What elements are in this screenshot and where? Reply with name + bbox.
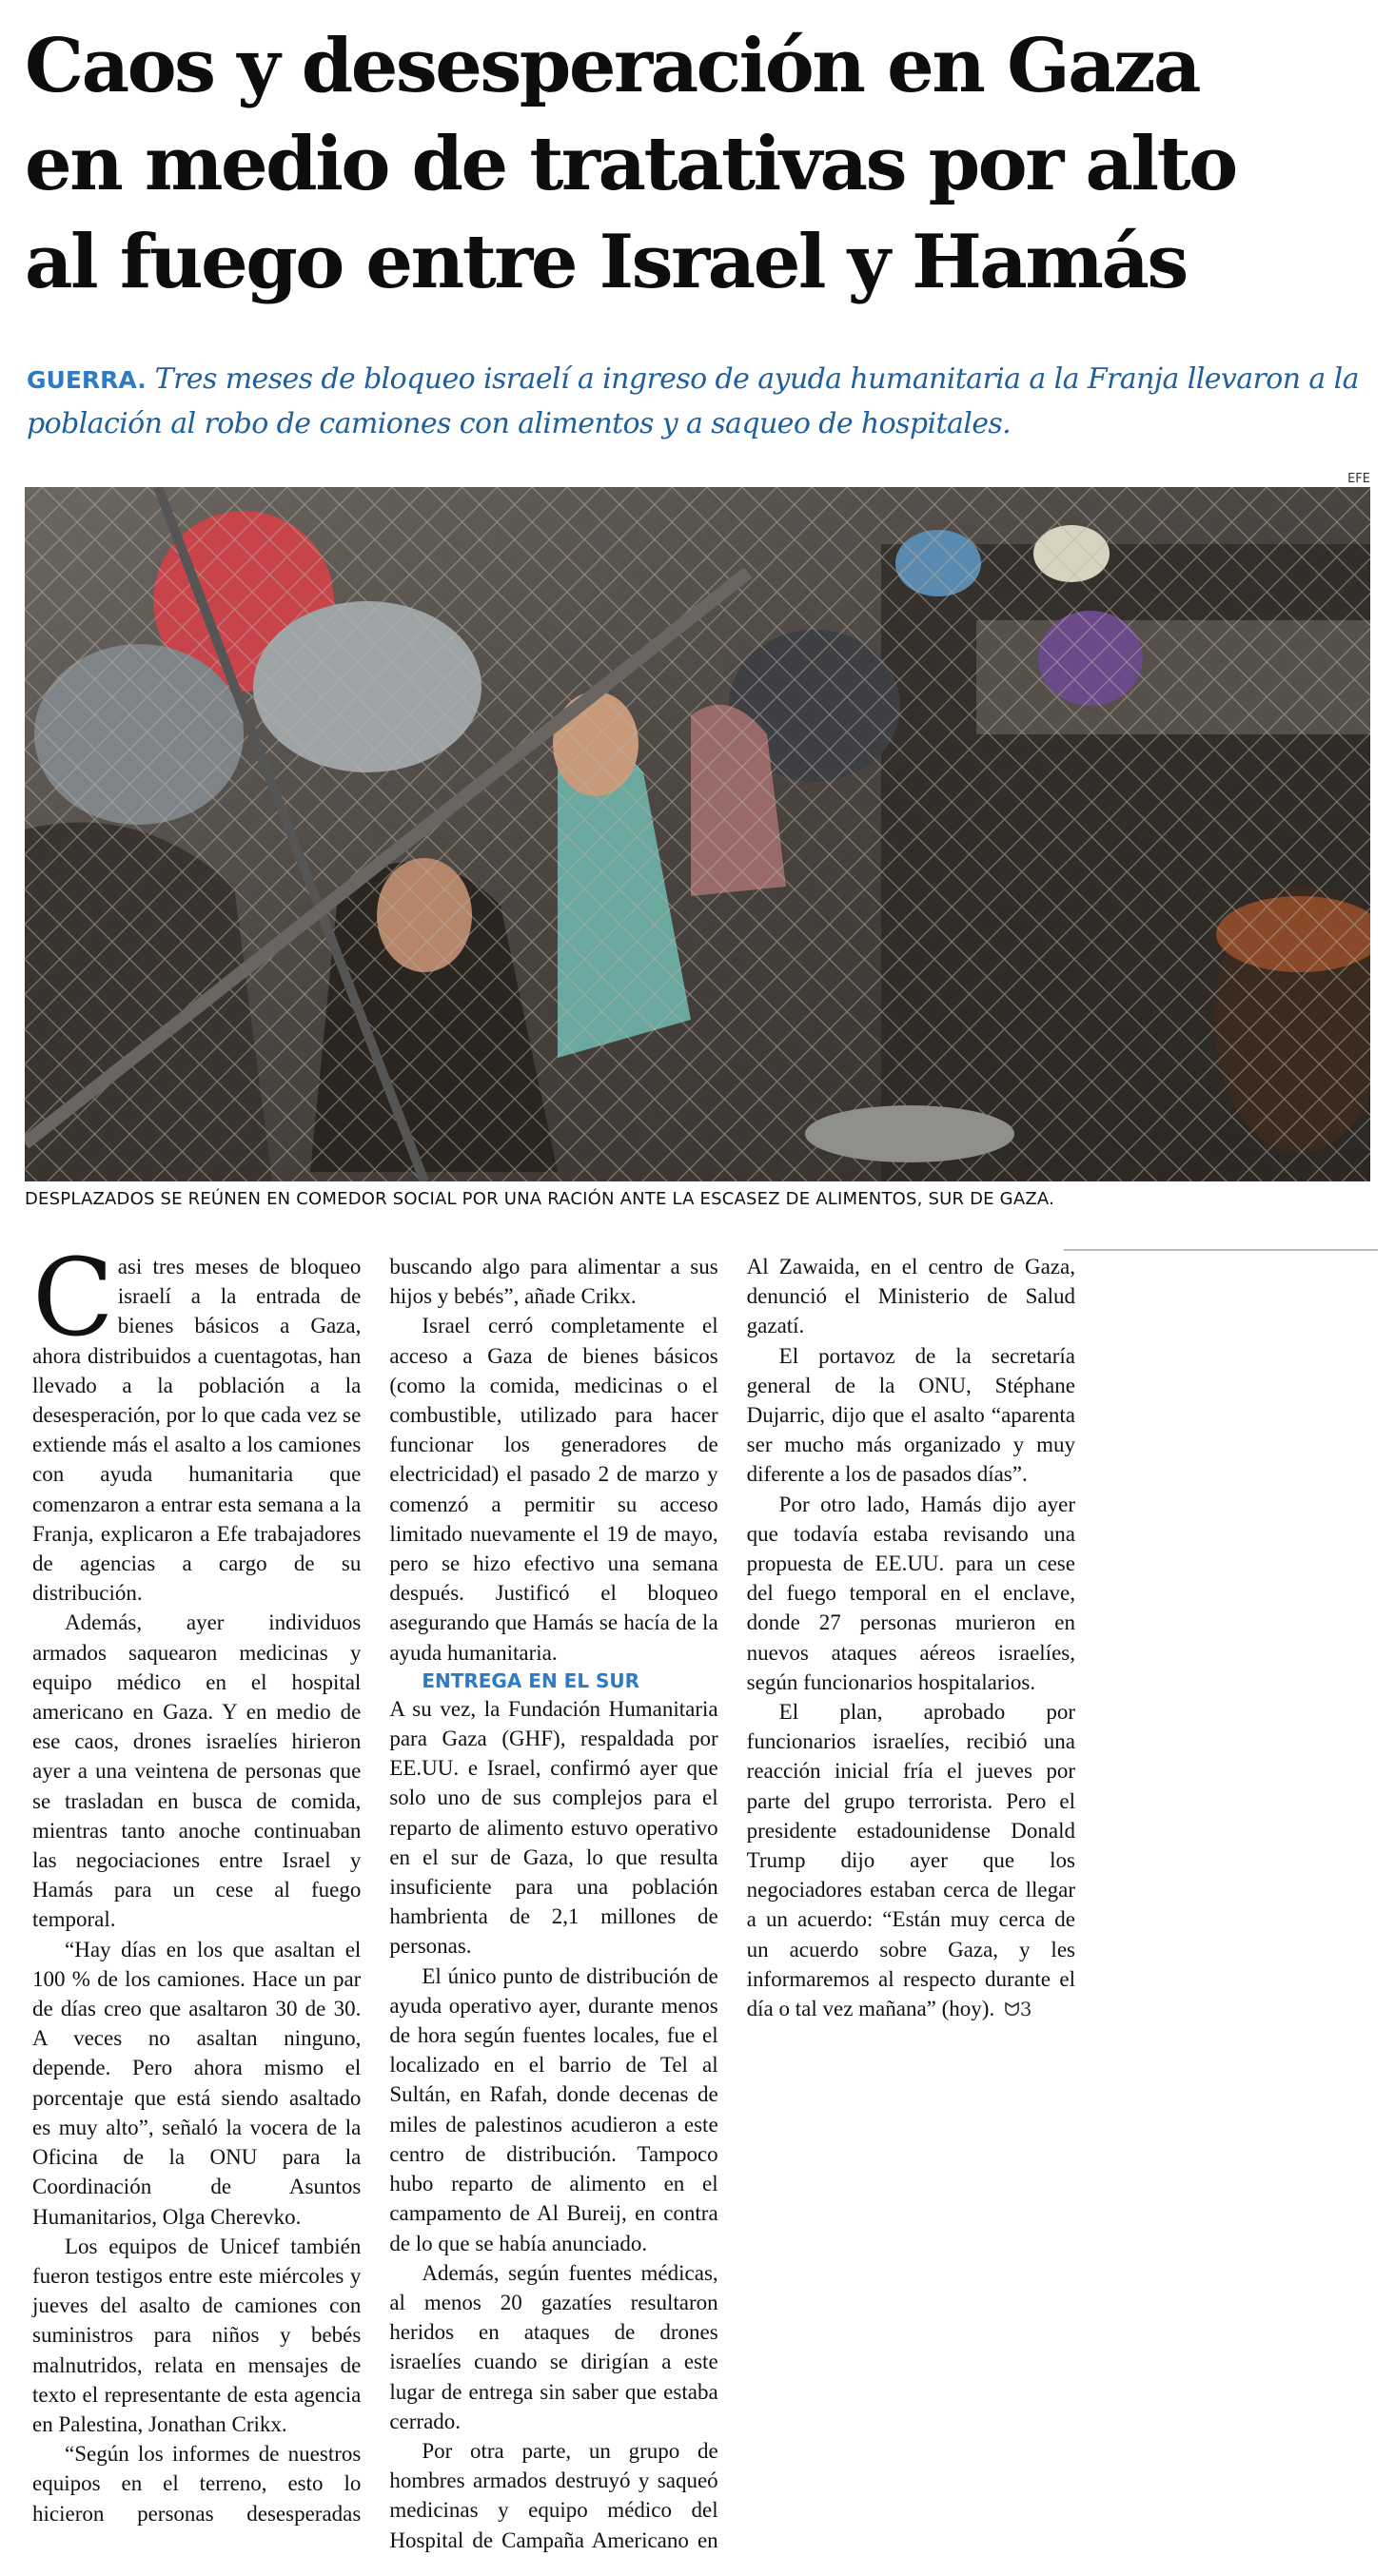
paragraph: Por otra parte, un grupo de hombres armados destruyó y saqueó medicinas y equipo médico del Hospital de Campaña Americano en Al Zawaida, en el centro de Gaza, denunció el Ministerio de Salud gazatí. bbox=[389, 1255, 1075, 2552]
news-photo bbox=[25, 487, 1370, 1181]
section-kicker: GUERRA. bbox=[27, 366, 147, 394]
deck-text: Tres meses de bloqueo israelí a ingreso de ayuda humanitaria a la Franja llevaron a la población al robo de camiones con alimentos y a saqueo de hospitales. bbox=[27, 362, 1359, 440]
headline-line-3: al fuego entre Israel y Hamás bbox=[25, 219, 1187, 305]
paragraph: A su vez, la Fundación Humanitaria para Gaza (GHF), respaldada por EE.UU. e Israel, confirmó ayer que solo uno de sus complejos para el reparto de alimento estuvo operativo en el sur de Gaza, lo que resulta insuficiente para una población hambrienta de 2,1 millones de personas. bbox=[389, 1696, 718, 1959]
article-body bbox=[32, 1237, 1075, 2569]
photo-credit: EFE bbox=[1347, 472, 1370, 486]
paragraph-text: El plan, aprobado por funcionarios israelíes, recibió una reacción inicial fría el jueves por parte del grupo terrorista. Pero el presidente estadounidense Donald Trump dijo ayer que los negociadores estaban cerca de llegar a un acuerdo: “Están muy cerca de un acuerdo sobre Gaza, y les informaremos al respecto durante el día o tal vez mañana” (hoy). bbox=[746, 1700, 1075, 2021]
deck bbox=[27, 358, 1368, 446]
paragraph: Los equipos de Unicef también fueron testigos entre este miércoles y jueves del asalto de camiones con suministros para niños y bebés malnutridos, relata en mensajes de texto el representante de esta agencia en Palestina, Jonathan Crikx. bbox=[32, 2234, 362, 2436]
paragraph: “Hay días en los que asaltan el 100 % de los camiones. Hace un par de días creo que asaltaron 30 de 30. A veces no asaltan ninguno, depende. Pero ahora mismo el porcentaje que está siendo asaltado es muy alto”, señaló la vocera de la Oficina de la ONU para la Coordinación de Asuntos Humanitarios, Olga Cherevko. bbox=[32, 1937, 362, 2229]
headline bbox=[25, 17, 1376, 311]
headline-line-1: Caos y desesperación en Gaza bbox=[25, 23, 1200, 109]
paragraph: Además, según fuentes médicas, al menos 20 gazatíes resultaron heridos en ataques de drones israelíes cuando se dirigían a este lugar de entrega sin saber que estaba cerrado. bbox=[389, 2260, 718, 2433]
paragraph: Además, ayer individuos armados saquearon medicinas y equipo médico en el hospital americano en Gaza. Y en medio de ese caos, drones israelíes hirieron ayer a una veintena de personas que se trasladan en busca de comida, mientras tanto anoche continuaban las negociaciones entre Israel y Hamás para un cese al fuego temporal. bbox=[32, 1610, 362, 1932]
photo-caption: DESPLAZADOS SE REÚNEN EN COMEDOR SOCIAL POR UNA RACIÓN ANTE LA ESCASEZ DE ALIMENTOS, SUR DE GAZA. bbox=[25, 1189, 1054, 1209]
headline-line-2: en medio de tratativas por alto bbox=[25, 121, 1236, 207]
paragraph-text: asi tres meses de bloqueo israelí a la entrada de bienes básicos a Gaza, ahora distribuidos a cuentagotas, han llevado a la población a la desesperación, por lo que cada vez se extiende más el asalto a los camiones con ayuda humanitaria que comenzaron a entrar esta semana a la Franja, explicaron a Efe trabajadores de agencias a cargo de su distribución. bbox=[32, 1255, 362, 1606]
paragraph: El portavoz de la secretaría general de la ONU, Stéphane Dujarric, dijo que el asalto “aparenta ser mucho más organizado y muy diferente a los de pasados días”. bbox=[746, 1343, 1075, 1487]
paragraph: Por otro lado, Hamás dijo ayer que todavía estaba revisando una propuesta de EE.UU. para un cese del fuego temporal en el enclave, donde 27 personas murieron en nuevos ataques aéreos israelíes, según funcionarios hospitalarios. bbox=[746, 1492, 1075, 1694]
paragraph: El único punto de distribución de ayuda operativo ayer, durante menos de hora según fuentes locales, fue el localizado en el barrio de Tel al Sultán, en Rafah, donde decenas de miles de palestinos acudieron a este centro de distribución. Tampoco hubo reparto de alimento en el campamento de Al Bureij, en contra de lo que se había anunciado. bbox=[389, 1963, 718, 2255]
photo-illustration bbox=[25, 487, 1370, 1181]
paragraph: “Según los informes de nuestros equipos en el terreno, esto lo hicieron personas desesperadas buscando algo para alimentar a sus hijos y bebés”, añade Crikx. bbox=[32, 1255, 718, 2526]
subhead: ENTREGA EN EL SUR bbox=[422, 1669, 640, 1692]
end-mark: ᗢ3 bbox=[1004, 1998, 1032, 2021]
paragraph: Israel cerró completamente el acceso a Gaza de bienes básicos (como la comida, medicinas o el combustible, utilizado para hacer funcionar los generadores de electricidad) el pasado 2 de marzo y comenzó a permitir su acceso limitado nuevamente el 19 de mayo, pero se hizo efectivo una semana después. Justificó el bloqueo asegurando que Hamás se hacía de la ayuda humanitaria. bbox=[389, 1314, 718, 1665]
paragraph bbox=[32, 1237, 362, 1608]
paragraph bbox=[747, 1697, 1075, 2024]
column-rule bbox=[1064, 1249, 1378, 1251]
dropcap: C bbox=[32, 1237, 114, 1360]
